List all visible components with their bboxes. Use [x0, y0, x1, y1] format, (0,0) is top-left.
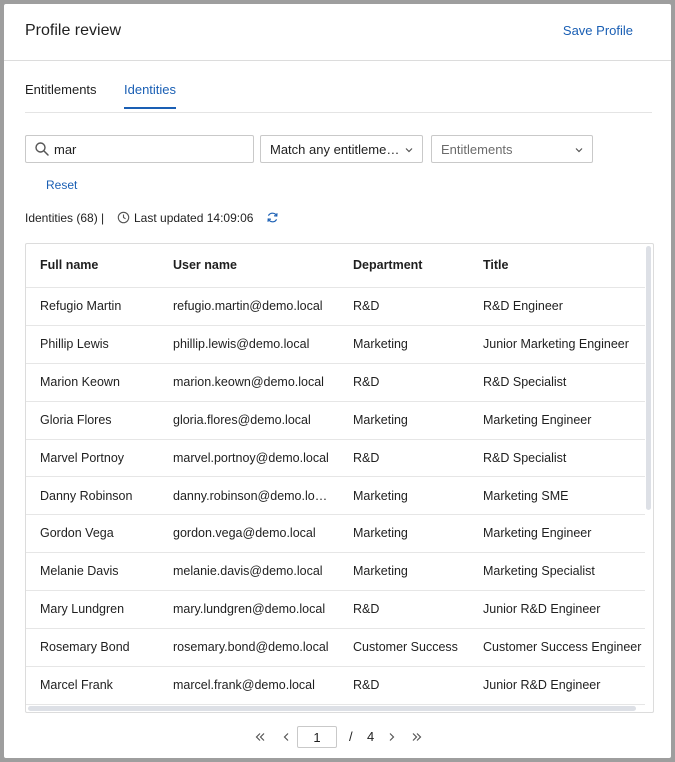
column-header-user-name[interactable]: User name	[173, 258, 237, 272]
first-page-icon[interactable]	[254, 731, 266, 743]
profile-review-dialog	[4, 4, 671, 758]
table-row[interactable]	[26, 288, 645, 326]
table-row[interactable]	[26, 667, 645, 705]
chevron-down-icon	[404, 145, 414, 155]
cell-title: Marketing Engineer	[483, 412, 592, 427]
cell-full-name: Marvel Portnoy	[40, 450, 125, 465]
match-mode-select[interactable]	[260, 135, 423, 163]
clock-icon	[117, 211, 130, 224]
cell-department: R&D	[353, 602, 380, 617]
cell-department: R&D	[353, 374, 380, 389]
page-separator: /	[349, 729, 353, 744]
total-pages: 4	[367, 729, 375, 744]
identities-count: Identities (68) |	[25, 211, 105, 225]
cell-title: R&D Engineer	[483, 299, 563, 313]
cell-user-name: marvel.portnoy@demo.local	[173, 450, 329, 465]
identities-table	[25, 243, 654, 713]
last-page-icon[interactable]	[411, 731, 423, 743]
cell-title: Marketing SME	[483, 488, 569, 503]
cell-full-name: Marcel Frank	[40, 678, 113, 692]
prev-page-icon[interactable]	[280, 731, 292, 743]
cell-full-name: Danny Robinson	[40, 488, 133, 503]
table-row[interactable]	[26, 402, 645, 440]
cell-department: Marketing	[353, 564, 408, 579]
entitlements-select[interactable]	[431, 135, 593, 163]
cell-full-name: Refugio Martin	[40, 299, 122, 313]
table-row[interactable]	[26, 326, 645, 364]
search-box[interactable]	[25, 135, 254, 163]
chevron-down-icon	[574, 145, 584, 155]
cell-full-name: Melanie Davis	[40, 564, 119, 579]
cell-user-name: phillip.lewis@demo.local	[173, 336, 310, 351]
cell-title: R&D Specialist	[483, 374, 567, 389]
cell-department: R&D	[353, 678, 380, 692]
match-mode-value: Match any entitlemen...	[270, 142, 404, 157]
cell-department: Marketing	[353, 526, 408, 541]
column-header-full-name[interactable]: Full name	[40, 258, 99, 272]
cell-full-name: Gordon Vega	[40, 526, 114, 541]
cell-department: Marketing	[353, 336, 408, 351]
search-icon	[34, 141, 50, 157]
vertical-scrollbar[interactable]	[646, 246, 651, 510]
cell-title: R&D Specialist	[483, 450, 567, 465]
table-row[interactable]	[26, 553, 645, 591]
table-row[interactable]	[26, 364, 645, 402]
cell-title: Junior R&D Engineer	[483, 678, 601, 692]
last-updated-text: Last updated 14:09:06	[134, 211, 254, 225]
entitlements-select-value: Entitlements	[441, 142, 513, 157]
cell-department: R&D	[353, 299, 380, 313]
cell-department: Marketing	[353, 488, 408, 503]
reset-button[interactable]: Reset	[46, 178, 78, 192]
cell-user-name: marion.keown@demo.local	[173, 374, 324, 389]
cell-title: Junior Marketing Engineer	[483, 336, 629, 351]
table-row[interactable]	[26, 478, 645, 516]
table-row[interactable]	[26, 591, 645, 629]
save-profile-button[interactable]: Save Profile	[562, 23, 633, 38]
cell-department: R&D	[353, 450, 380, 465]
cell-full-name: Phillip Lewis	[40, 336, 109, 351]
tab-bar	[25, 82, 652, 113]
dialog-header	[4, 4, 671, 61]
cell-full-name: Mary Lundgren	[40, 602, 125, 617]
cell-user-name: danny.robinson@demo.loc…	[173, 488, 333, 503]
table-row[interactable]	[26, 515, 645, 553]
refresh-icon[interactable]	[266, 211, 279, 224]
cell-user-name: mary.lundgren@demo.local	[173, 602, 326, 617]
cell-full-name: Rosemary Bond	[40, 640, 130, 655]
cell-full-name: Marion Keown	[40, 374, 120, 389]
cell-user-name: gordon.vega@demo.local	[173, 526, 316, 541]
table-header-row	[26, 244, 645, 288]
tab-entitlements[interactable]: Entitlements	[25, 82, 97, 97]
page-title: Profile review	[25, 22, 122, 39]
next-page-icon[interactable]	[386, 731, 398, 743]
table-row[interactable]	[26, 629, 645, 667]
column-header-department[interactable]: Department	[353, 258, 423, 272]
horizontal-scrollbar[interactable]	[28, 706, 636, 711]
cell-title: Junior R&D Engineer	[483, 602, 601, 617]
cell-user-name: rosemary.bond@demo.local	[173, 640, 329, 655]
cell-title: Customer Success Engineer	[483, 640, 642, 655]
cell-department: Marketing	[353, 412, 408, 427]
table-row[interactable]	[26, 440, 645, 478]
pagination	[4, 726, 671, 748]
tab-identities[interactable]: Identities	[124, 82, 176, 109]
cell-full-name: Gloria Flores	[40, 412, 112, 427]
cell-user-name: gloria.flores@demo.local	[173, 412, 311, 427]
cell-user-name: refugio.martin@demo.local	[173, 299, 323, 313]
column-header-title[interactable]: Title	[483, 258, 509, 272]
cell-title: Marketing Specialist	[483, 564, 595, 579]
cell-title: Marketing Engineer	[483, 526, 592, 541]
cell-user-name: melanie.davis@demo.local	[173, 564, 323, 579]
search-input[interactable]	[54, 140, 244, 158]
cell-user-name: marcel.frank@demo.local	[173, 678, 315, 692]
cell-department: Customer Success	[353, 640, 458, 655]
page-number-input[interactable]	[297, 726, 337, 748]
